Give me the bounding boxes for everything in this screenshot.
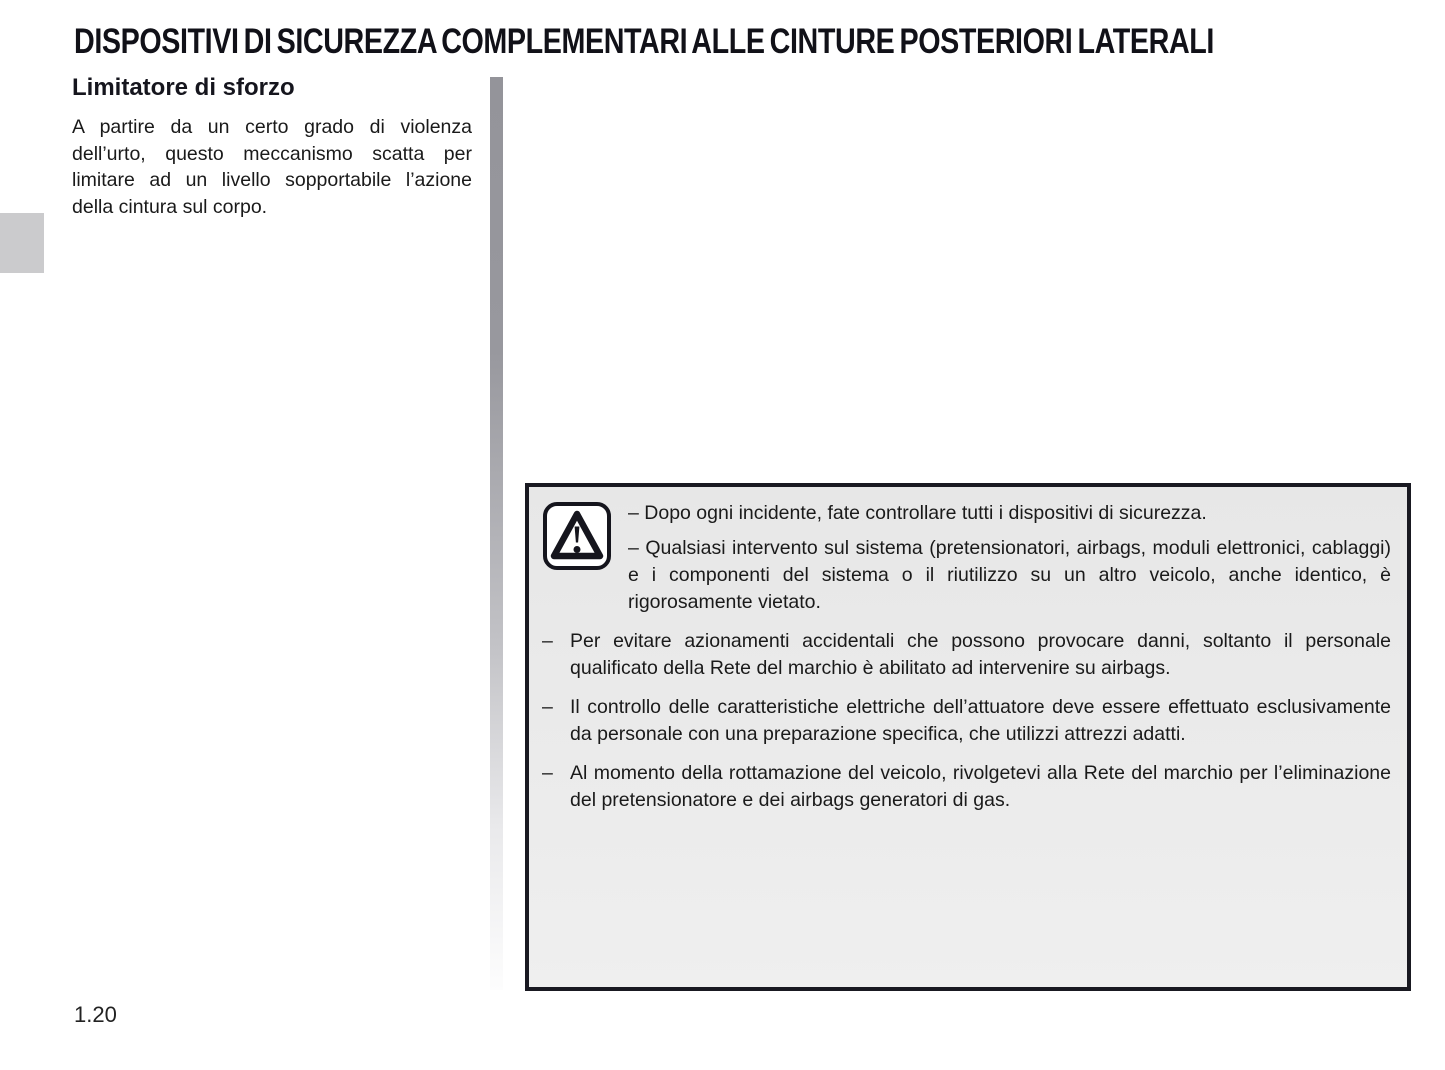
- page-number: 1.20: [74, 1002, 117, 1027]
- warning-item-text: Al momento della rottamazione del veicolo, rivolgetevi alla Rete del marchio per l’eliminazione del pretensionatore e dei airbags generatori di gas.: [570, 762, 1391, 811]
- list-dash: –: [542, 762, 553, 784]
- warning-item: [541, 628, 1391, 682]
- warning-item: [541, 760, 1391, 814]
- warning-item: – Dopo ogni incidente, fate controllare tutti i dispositivi di sicurezza.: [628, 502, 1207, 524]
- page-title: DISPOSITIVI DI SICUREZZA COMPLEMENTARI ALLE CINTURE POSTERIORI LATERALI: [74, 22, 1214, 61]
- section-heading: Limitatore di sforzo: [72, 74, 295, 101]
- list-dash: –: [542, 630, 553, 652]
- section-paragraph: A partire da un certo grado di violenza dell’urto, questo meccanismo scatta per limitare ad un livello sopportabile l’azione della cintura sul corpo.: [72, 116, 472, 218]
- chapter-tab-marker: [0, 213, 44, 273]
- list-dash: –: [542, 696, 553, 718]
- warning-item: [541, 694, 1391, 748]
- warning-item-text: Il controllo delle caratteristiche elettriche dell’attuatore deve essere effettuato esclusivamente da personale con una preparazione specifica, che utilizzi attrezzi adatti.: [570, 696, 1391, 745]
- warning-triangle-icon: [543, 502, 611, 570]
- left-text-column: [72, 74, 472, 220]
- warning-item-text: Per evitare azionamenti accidentali che possono provocare danni, soltanto il personale qualificato della Rete del marchio è abilitato ad intervenire su airbags.: [570, 630, 1391, 679]
- warning-box: [525, 483, 1411, 991]
- warning-item: – Qualsiasi intervento sul sistema (pretensionatori, airbags, moduli elettronici, cablaggi) e i componenti del sistema o il riutilizzo su un altro veicolo, anche identico, è rigorosamente vietato.: [628, 537, 1391, 613]
- column-divider-bar: [490, 77, 503, 990]
